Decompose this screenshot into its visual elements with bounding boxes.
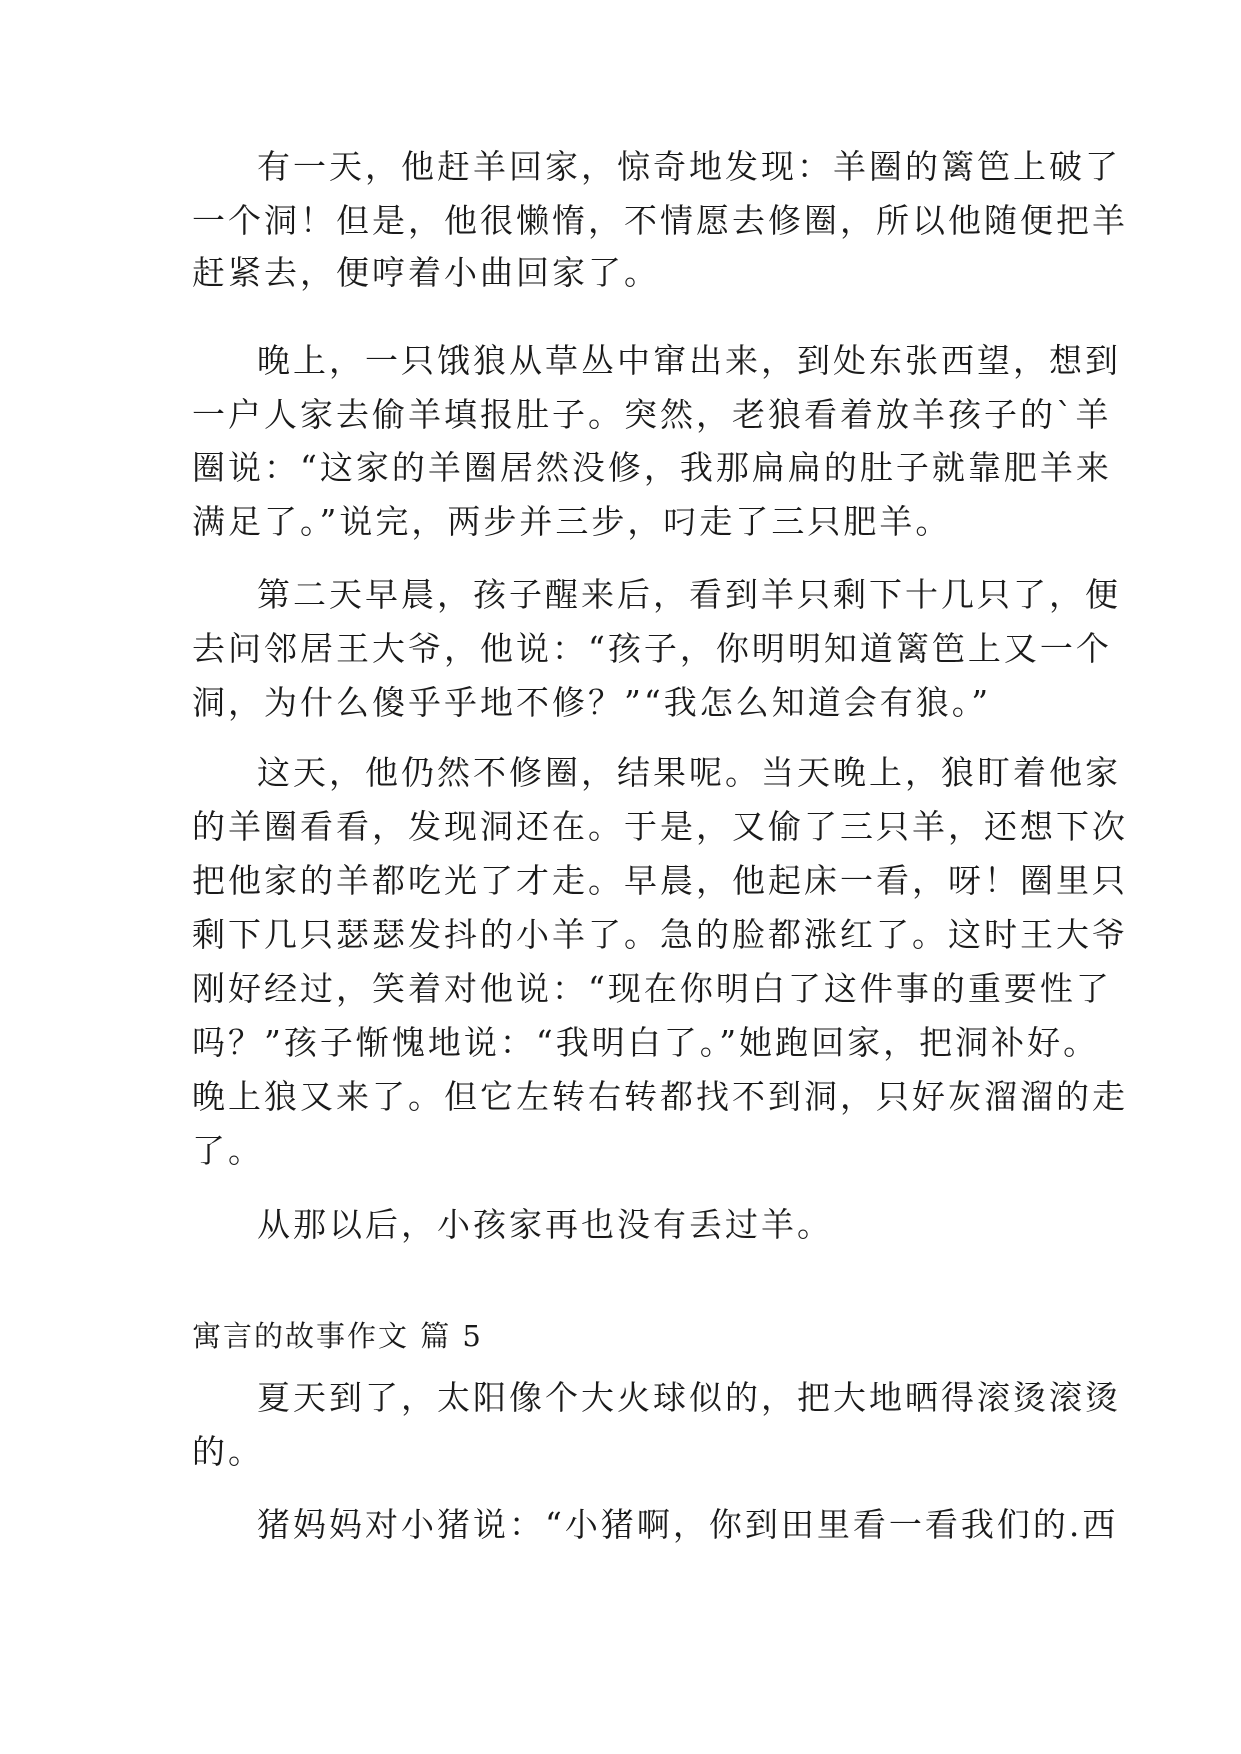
paragraph-3-line-1: 第二天早晨，孩子醒来后，看到羊只剩下十几只了，便	[257, 575, 1121, 614]
paragraph-2-line-3: 圈说：“这家的羊圈居然没修，我那扁扁的肚子就靠肥羊来	[192, 448, 1112, 487]
paragraph-4-line-6: 吗？”孩子惭愧地说：“我明白了。”她跑回家，把洞补好。	[192, 1023, 1100, 1062]
paragraph-3-line-3: 洞，为什么傻乎乎地不修？”“我怎么知道会有狼。”	[192, 683, 992, 722]
paragraph-4-line-4: 剩下几只瑟瑟发抖的小羊了。急的脸都涨红了。这时王大爷	[192, 915, 1128, 954]
section-heading: 寓言的故事作文 篇 5	[192, 1319, 483, 1353]
paragraph-4-line-2: 的羊圈看看，发现洞还在。于是，又偷了三只羊，还想下次	[192, 807, 1128, 846]
paragraph-4-line-8: 了。	[192, 1131, 264, 1170]
paragraph-5-line-1: 从那以后，小孩家再也没有丢过羊。	[257, 1205, 833, 1244]
paragraph-7-line-1: 猪妈妈对小猪说：“小猪啊，你到田里看一看我们的.西	[257, 1505, 1119, 1544]
paragraph-1-line-1: 有一天，他赶羊回家，惊奇地发现：羊圈的篱笆上破了	[257, 147, 1121, 186]
paragraph-4-line-3: 把他家的羊都吃光了才走。早晨，他起床一看，呀！圈里只	[192, 861, 1128, 900]
paragraph-1-line-3: 赶紧去，便哼着小曲回家了。	[192, 253, 660, 292]
paragraph-4-line-1: 这天，他仍然不修圈，结果呢。当天晚上，狼盯着他家	[257, 753, 1121, 792]
paragraph-2-line-2: 一户人家去偷羊填报肚子。突然，老狼看着放羊孩子的`羊	[192, 395, 1112, 434]
paragraph-4-line-7: 晚上狼又来了。但它左转右转都找不到洞，只好灰溜溜的走	[192, 1077, 1128, 1116]
paragraph-2-line-1: 晚上，一只饿狼从草丛中窜出来，到处东张西望，想到	[257, 341, 1121, 380]
paragraph-6-line-2: 的。	[192, 1432, 264, 1471]
paragraph-3-line-2: 去问邻居王大爷，他说：“孩子，你明明知道篱笆上又一个	[192, 629, 1112, 668]
paragraph-6-line-1: 夏天到了，太阳像个大火球似的，把大地晒得滚烫滚烫	[257, 1378, 1121, 1417]
paragraph-2-line-4: 满足了。”说完，两步并三步，叼走了三只肥羊。	[192, 502, 952, 541]
paragraph-1-line-2: 一个洞！但是，他很懒惰，不情愿去修圈，所以他随便把羊	[192, 201, 1128, 240]
paragraph-4-line-5: 刚好经过，笑着对他说：“现在你明白了这件事的重要性了	[192, 969, 1112, 1008]
